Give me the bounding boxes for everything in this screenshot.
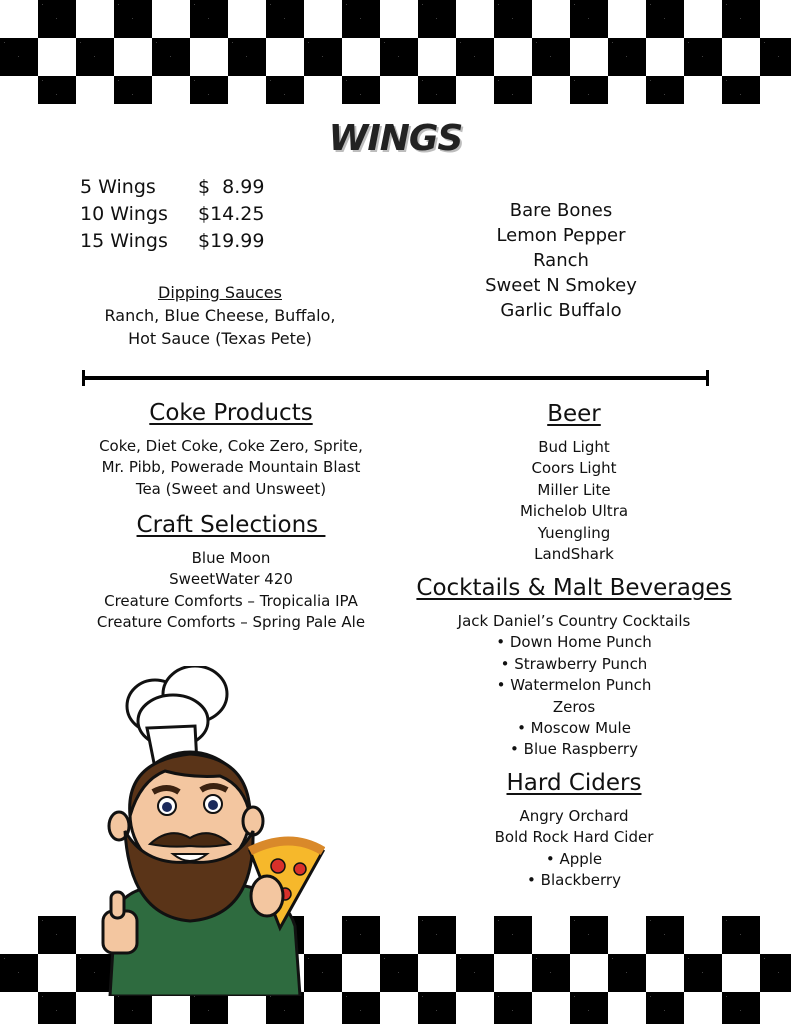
wing-price-row — [80, 230, 264, 252]
menu-line: Mr. Pibb, Powerade Mountain Blast — [101, 458, 361, 477]
menu-line: • Strawberry Punch — [500, 654, 648, 673]
menu-line: Bud Light — [538, 438, 610, 456]
menu-line: Michelob Ultra — [519, 502, 629, 521]
menu-line: Yuengling — [537, 523, 611, 542]
wing-price: $19.99 — [198, 230, 265, 252]
menu-line: SweetWater 420 — [169, 570, 293, 589]
menu-line: • Blackberry — [527, 871, 621, 890]
section-heading: Coke Products — [149, 400, 313, 426]
menu-line: Creature Comforts – Spring Pale Ale — [96, 613, 366, 632]
menu-line: Bold Rock Hard Cider — [494, 828, 654, 847]
menu-line: Creature Comforts – Tropicalia IPA — [104, 591, 358, 610]
cocktails-section — [414, 575, 734, 761]
beer-section — [424, 401, 724, 565]
flavor-item: Lemon Pepper — [496, 225, 626, 246]
section-heading: Hard Ciders — [506, 770, 642, 796]
menu-line: • Down Home Punch — [496, 633, 652, 652]
chef-with-pizza-illustration — [95, 666, 325, 996]
menu-line: • Blue Raspberry — [510, 740, 638, 759]
wing-price: $14.25 — [198, 203, 265, 225]
dipping-sauces-heading: Dipping Sauces — [158, 283, 282, 302]
wing-price-row — [80, 176, 264, 198]
section-heading: Beer — [547, 401, 601, 427]
wing-qty: 5 Wings — [80, 176, 156, 198]
wing-price-row — [80, 203, 264, 225]
hard-ciders-section — [424, 770, 724, 892]
wing-qty: 15 Wings — [80, 230, 168, 252]
checkered-border-top — [0, 0, 791, 104]
menu-line: Miller Lite — [537, 480, 611, 499]
flavor-item: Sweet N Smokey — [485, 275, 637, 296]
wing-flavors-list — [451, 198, 671, 323]
menu-line: • Apple — [545, 849, 603, 868]
dipping-sauces-line: Hot Sauce (Texas Pete) — [128, 329, 312, 348]
flavor-item: Ranch — [533, 250, 589, 271]
wing-qty: 10 Wings — [80, 203, 168, 225]
menu-line: • Moscow Mule — [517, 719, 631, 738]
menu-line: • Watermelon Punch — [496, 676, 652, 695]
menu-line: LandShark — [534, 545, 614, 564]
menu-line: Jack Daniel’s Country Cocktails — [457, 612, 691, 630]
section-divider — [82, 376, 709, 380]
menu-line: Angry Orchard — [519, 807, 629, 825]
flavor-item: Bare Bones — [509, 200, 613, 221]
coke-products-section — [80, 400, 382, 500]
menu-line: Blue Moon — [191, 549, 271, 567]
dipping-sauces — [70, 281, 370, 350]
menu-line: Zeros — [552, 697, 596, 716]
wings-title: WINGS — [328, 118, 463, 159]
section-heading: Cocktails & Malt Beverages — [416, 575, 732, 601]
flavor-item: Garlic Buffalo — [500, 300, 622, 321]
dipping-sauces-line: Ranch, Blue Cheese, Buffalo, — [104, 306, 336, 325]
menu-line: Coke, Diet Coke, Coke Zero, Sprite, — [99, 437, 363, 455]
craft-selections-section — [80, 512, 382, 634]
wing-price: $ 8.99 — [198, 176, 265, 198]
section-heading: Craft Selections — [136, 512, 326, 538]
menu-line: Tea (Sweet and Unsweet) — [135, 479, 327, 498]
menu-line: Coors Light — [531, 459, 617, 478]
